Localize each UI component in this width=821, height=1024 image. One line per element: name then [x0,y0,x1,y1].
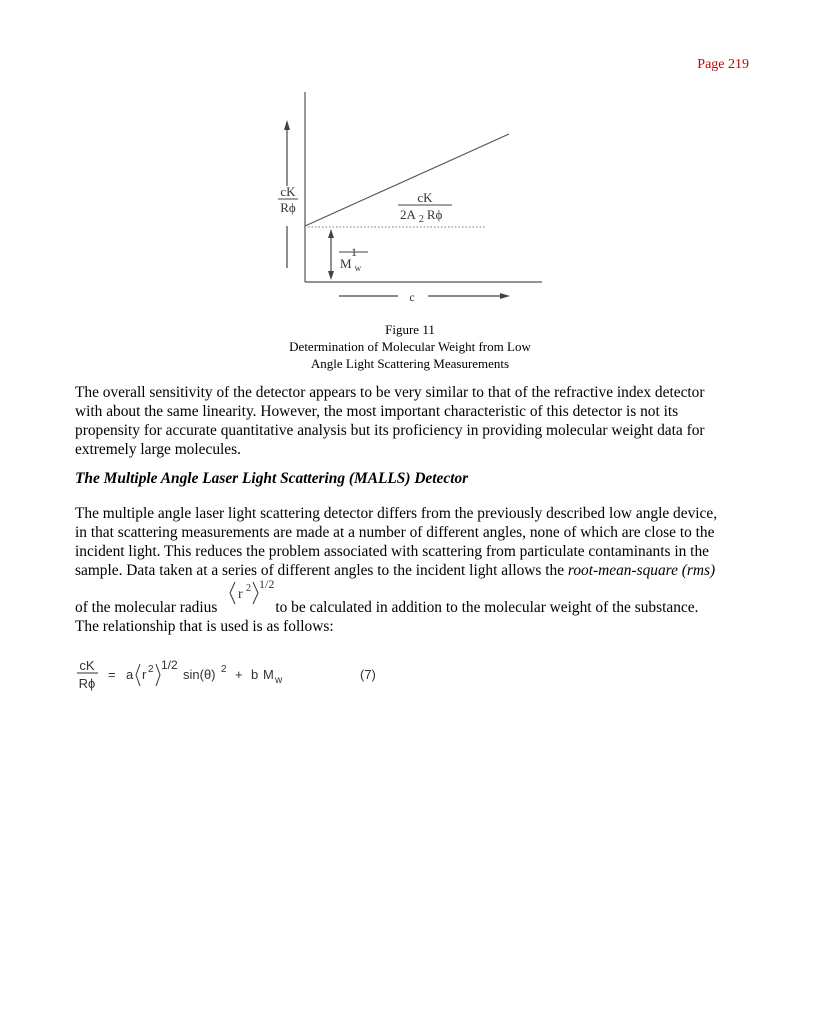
x-axis-label: c [409,290,415,304]
paragraph-sensitivity [75,383,755,459]
slope-denominator: 2A $_2$ Rϕ [400,207,443,225]
paragraph-line: The relationship that is used is as follows: [75,618,334,635]
y-label-denominator: Rϕ [280,200,296,215]
intercept-denominator: M $_w$ [340,256,362,273]
caption-line-2: Angle Light Scattering Measurements [310,356,510,371]
rms-term: root-mean-square (rms) [567,562,716,579]
eq-plus: + [235,667,243,682]
rms-r: r [238,587,243,602]
eq-r-power: 2 [148,664,154,675]
paragraph-line: incident light. This reduces the problem associated with scattering from particulate contaminants in the [75,543,709,560]
eq-equals: = [108,667,116,682]
eq-b: b [251,667,259,682]
eq-right-bracket [156,664,160,686]
y-label-numerator: cK [280,184,296,199]
intercept-numerator: 1 [351,245,357,259]
paragraph-line: The multiple angle laser light scattering detector differs from the previously described low angle device, [75,505,718,522]
paragraph-line: extremely large molecules. [75,441,241,458]
intercept-arrowhead-down [328,271,334,280]
eq-sin-power: 2 [221,664,227,675]
figure-caption [200,321,620,372]
page-number: Page 219 [697,57,749,72]
paragraph-line-radius [75,599,698,617]
paragraph-line [75,561,755,580]
line5-suffix: to be calculated in addition to the molecular weight of the substance. [275,599,699,616]
paragraph-line: with about the same linearity. However, the most important characteristic of this detector is not its [75,403,679,420]
caption-title: Figure 11 [385,322,435,337]
paragraph-line: propensity for accurate quantitative analysis but its proficiency in providing molecular weight data for [75,422,705,439]
light-scattering-figure [270,88,560,313]
eq-a: a [126,667,134,682]
rms-exponent: 1/2 [259,578,275,591]
x-axis-arrowhead [500,293,510,299]
eq-lhs-numerator: cK [79,658,95,673]
slope-numerator: cK [417,190,433,205]
eq-m: M [263,667,274,682]
eq-m-subscript: w [275,675,283,686]
paragraph-malls [75,504,755,580]
paragraph-line: The overall sensitivity of the detector appears to be very similar to that of the refractive index detector [75,384,705,401]
rms-power: 2 [246,583,251,594]
eq-r: r [142,667,147,682]
eq-sin: sin(θ) [183,667,216,682]
eq-lhs-denominator: Rϕ [78,676,96,691]
line5-prefix: of the molecular radius [75,599,218,616]
section-heading: The Multiple Angle Laser Light Scattering (MALLS) Detector [75,470,469,487]
paragraph-line: in that scattering measurements are made at a number of different angles, none of which are close to the [75,524,715,541]
eq-number: (7) [360,667,376,682]
intercept-arrowhead-up [328,229,334,238]
eq-exponent: 1/2 [161,658,178,672]
equation-7 [75,652,395,700]
caption-line-1: Determination of Molecular Weight from Low [289,339,531,354]
line4-text: sample. Data taken at a series of different angles to the incident light allows the [75,562,568,579]
eq-left-bracket [136,664,140,686]
y-axis-arrowhead [284,120,290,130]
